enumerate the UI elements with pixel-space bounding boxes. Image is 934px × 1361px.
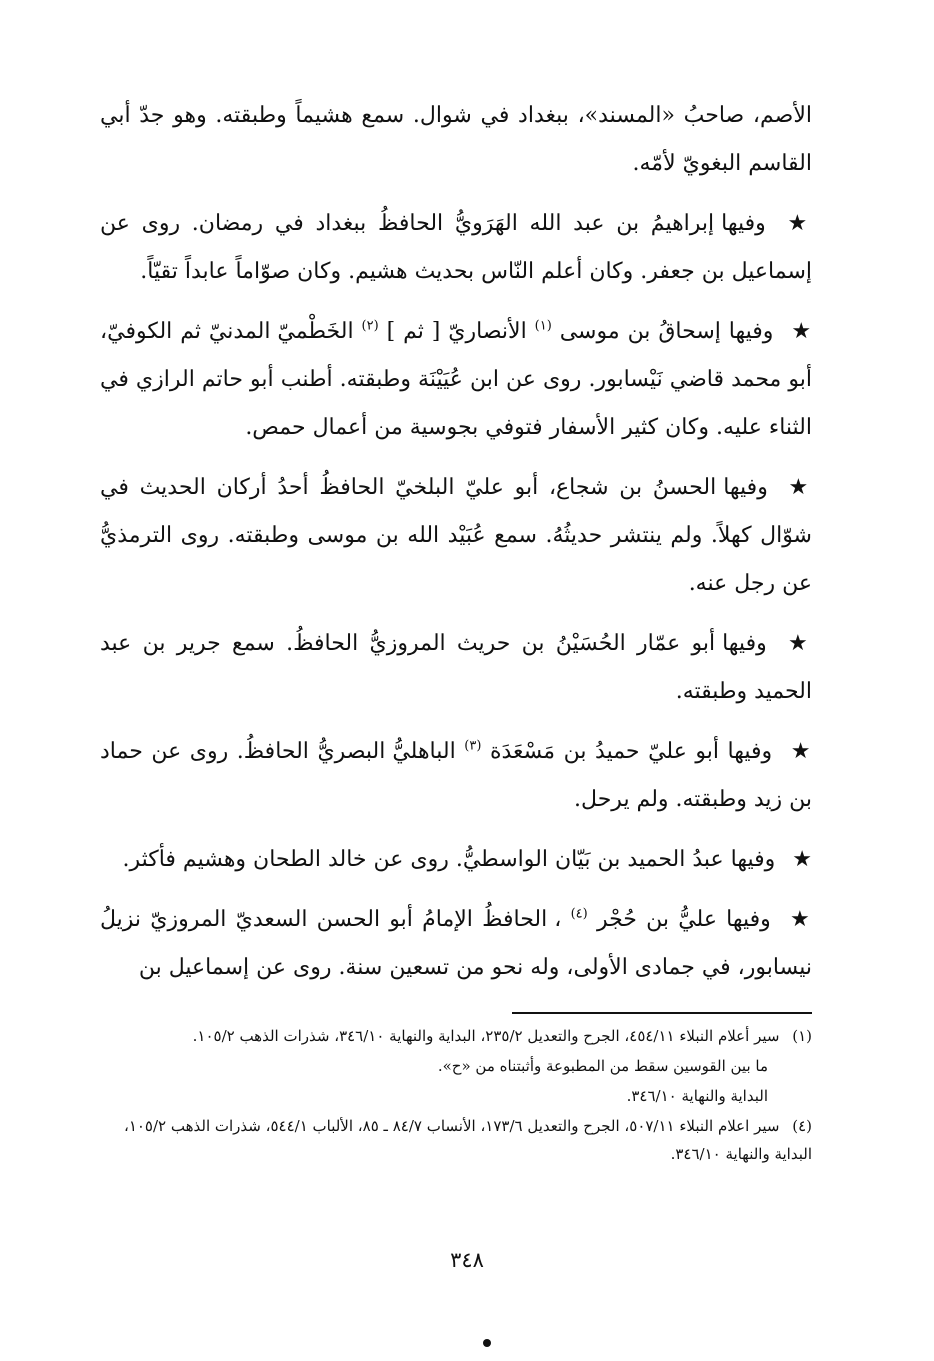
footnote-ref-3: (٣) <box>464 738 482 754</box>
star-icon: ★ <box>788 475 812 500</box>
footnote-ref-4: (٤) <box>570 906 588 922</box>
star-icon: ★ <box>791 319 813 344</box>
paragraph-text: وفيها عليُّ بن حُجْر <box>596 907 771 932</box>
paragraph-text: وفيها أبو عليّ حميدُ بن مَسْعَدَة <box>489 739 773 764</box>
footnote-text: البداية والنهاية ٣٤٦/١٠. <box>626 1087 768 1105</box>
star-icon: ★ <box>790 907 812 932</box>
footnote-text: سير اعلام النبلاء ٥٠٧/١١، الجرح والتعديل ١٧٣/٦، الأنساب ٨٤/٧ ـ ٨٥، الألباب ٥٤٤/١، شذرات الذهب ١٠٥/٢، البداية والنهاية ٣٤٦/١٠. <box>123 1117 812 1163</box>
paragraph-text: وفيها عبدُ الحميد بن بَيّان الواسطيُّ. روى عن خالد الطحان وهشيم فأكثر. <box>122 847 776 872</box>
paragraph-text: الباهليُّ البصريُّ الحافظُ. روى عن حماد بن زيد وطبقته. ولم يرحل. <box>100 739 812 812</box>
footnote-number: (٤) <box>792 1117 812 1135</box>
page-number: ٣٤٨ <box>450 1248 484 1272</box>
paragraph-6 <box>100 728 812 824</box>
footnotes <box>100 1022 812 1170</box>
paragraph-7 <box>100 836 812 884</box>
main-text <box>100 92 812 1004</box>
footnote-1 <box>100 1022 812 1050</box>
paragraph-4 <box>100 464 812 608</box>
paragraph-2 <box>100 200 812 296</box>
star-icon: ★ <box>787 211 812 236</box>
footnote-text: سير أعلام النبلاء ٤٥٤/١١، الجرح والتعديل ٢٣٥/٢، البداية والنهاية ٣٤٦/١٠، شذرات الذهب ١٠٥/٢. <box>192 1027 780 1045</box>
footnote-text: ما بين القوسين سقط من المطبوعة وأثبتناه من «ح». <box>437 1057 768 1075</box>
paragraph-text: وفيها إبراهيمُ بن عبد الله الهَرَويُّ الحافظُ ببغداد في رمضان. روى عن إسماعيل بن جعفر. وكان أعلم النّاس بحديث هشيم. وكان صوّاماً عابداً تقيّاً. <box>100 211 812 284</box>
page-mark-dot <box>483 1339 491 1347</box>
footnote-divider <box>512 1012 812 1014</box>
paragraph-text: وفيها أبو عمّار الحُسَيْنُ بن حريث المروزيُّ الحافظُ. سمع جرير بن عبد الحميد وطبقته. <box>100 631 812 704</box>
star-icon: ★ <box>792 847 812 872</box>
paragraph-1 <box>100 92 812 188</box>
paragraph-text: ، الحافظُ الإمامُ أبو الحسن السعديّ المروزيّ نزيلُ نيسابور، في جمادى الأولى، وله نحو من تسعين سنة. روى عن إسماعيل بن <box>100 907 812 980</box>
paragraph-3 <box>100 308 812 452</box>
star-icon: ★ <box>790 739 812 764</box>
paragraph-text: وفيها إسحاقُ بن موسى <box>559 319 774 344</box>
footnote-3 <box>100 1082 812 1110</box>
paragraph-5 <box>100 620 812 716</box>
star-icon: ★ <box>788 631 812 656</box>
footnote-ref-1: (١) <box>534 318 552 334</box>
paragraph-8 <box>100 896 812 992</box>
paragraph-text: وفيها الحسنُ بن شجاع، أبو عليّ البلخيّ الحافظُ أحدُ أركان الحديث في شوّال كهلاً. ولم ينتشر حديثُهُ. سمع عُبَيْد الله بن موسى وطبقته. روى الترمذيُّ عن رجل عنه. <box>100 475 812 596</box>
footnote-ref-2: (٢) <box>361 318 379 334</box>
paragraph-text: الأصم، صاحبُ «المسند»، ببغداد في شوال. سمع هشيماً وطبقته. وهو جدّ أبي القاسم البغويّ لأمّه. <box>100 103 812 176</box>
footnote-4 <box>100 1112 812 1168</box>
footnote-2 <box>100 1052 812 1080</box>
paragraph-text: الأنصاريّ [ ثم ] <box>386 319 527 344</box>
paragraph-text: الخَطْميّ المدنيّ ثم الكوفيّ، أبو محمد قاضي نَيْسابور. روى عن ابن عُيَيْنَة وطبقته. أطنب أبو حاتم الرازي في الثناء عليه. وكان كثير الأسفار فتوفي بجوسية من أعمال حمص. <box>100 319 812 440</box>
footnote-number: (١) <box>792 1027 812 1045</box>
